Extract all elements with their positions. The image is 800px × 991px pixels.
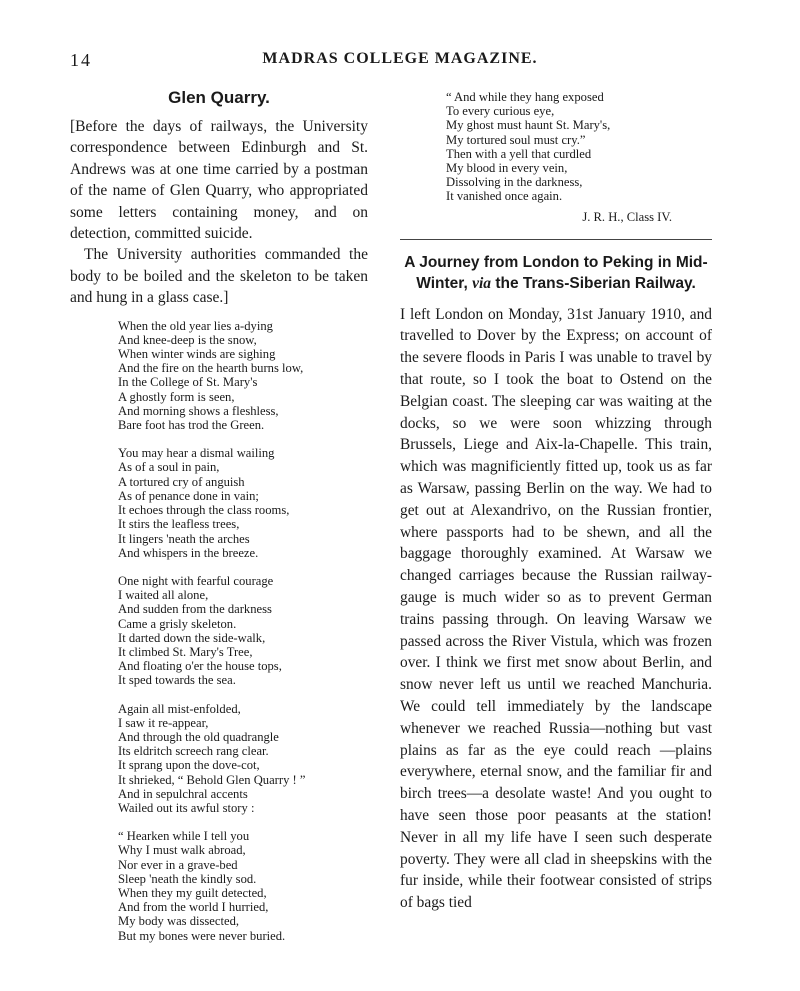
running-head: MADRAS COLLEGE MAGAZINE.	[262, 50, 538, 67]
poem-line: And from the world I hurried,	[118, 900, 269, 915]
poem-line: My ghost must haunt St. Mary's,	[446, 118, 611, 133]
poem-line: To every curious eye,	[446, 104, 555, 119]
poem-line: When the old year lies a-dying	[118, 318, 273, 333]
poem-line: But my bones were never buried.	[118, 928, 286, 943]
poem-line: Wailed out its awful story :	[118, 800, 255, 815]
poem-line: “ And while they hang exposed	[446, 90, 604, 104]
right-column	[400, 88, 712, 914]
poem-line: As of a soul in pain,	[118, 460, 220, 475]
section-divider	[400, 239, 712, 240]
article-title-journey	[400, 252, 712, 294]
poem-line: Sleep 'neath the kindly sod.	[118, 871, 257, 886]
poem-line: And morning shows a fleshless,	[118, 403, 279, 418]
poem-line: I waited all alone,	[118, 588, 209, 603]
poem-line: A ghostly form is seen,	[118, 389, 235, 404]
poem-line: And in sepulchral accents	[118, 786, 248, 801]
stanza-4	[118, 702, 368, 816]
poem	[118, 319, 368, 943]
article-title-journey-main: A Journey from London to Peking in Mid-Winter,	[404, 253, 708, 292]
stanza-3	[118, 574, 368, 688]
poem-line: Came a grisly skeleton.	[118, 616, 237, 631]
stanza-5	[118, 829, 368, 943]
journey-body: I left London on Monday, 31st January 1910, and travelled to Dover by the Express; on account of the severe floods in Paris I was unable to travel by that route, so I took the boat to Ostend on the Belgian coast. The sleeping car was waiting at the docks, so we were soon whizzing through Brussels, Liege and Aix-la-Chapelle. This train, which was magnificiently fitted up, took us as far as Warsaw, passing Berlin on the way. We had to get out at Alexandrivo, on the Russian frontier, where passports had to be shewn, and all the baggage thoroughly examined. At Warsaw we changed carriages because the Russian railway-gauge is much wider so as to prevent German trains passing through. On leaving Warsaw we passed across the River Vistula, which was frozen over. I think we first met snow about Berlin, and snow never left us until we reached Manchuria. We could tell immediately by the landscape whenever we reached Russia—nothing but vast plains as far as the eye could reach —plains everywhere, eternal snow, and the familiar fir and birch trees—a desolate waste! And you ought to have seen those poor peasants at the station! Never in all my life have I seen such desperate poverty. They were all clad in sheepskins with the fur inside, while their footwear consisted of strips of bags tied	[400, 305, 712, 912]
poem-line: It stirs the leafless trees,	[118, 517, 240, 532]
poem-line: A tortured cry of anguish	[118, 474, 245, 489]
stanza-6	[446, 90, 712, 204]
poem-line: Nor ever in a grave-bed	[118, 857, 238, 872]
page-number: 14	[70, 50, 92, 70]
poem-line: It sped towards the sea.	[118, 673, 236, 688]
poem-line: It shrieked, “ Behold Glen Quarry ! ”	[118, 772, 306, 787]
poem-line: My body was dissected,	[118, 914, 240, 929]
poem-line: When they my guilt detected,	[118, 885, 267, 900]
stanza-2	[118, 446, 368, 560]
poem-line: In the College of St. Mary's	[118, 375, 258, 390]
poem-line: As of penance done in vain;	[118, 488, 259, 503]
poem-line: Its eldritch screech rang clear.	[118, 744, 269, 759]
article-title-journey-end: the Trans-Siberian Railway.	[495, 274, 696, 292]
poem-line: It echoes through the class rooms,	[118, 503, 290, 518]
poem-line: Why I must walk abroad,	[118, 843, 246, 858]
poem-line: I saw it re-appear,	[118, 715, 209, 730]
poem-line: Again all mist-enfolded,	[118, 701, 241, 716]
poem-line: And floating o'er the house tops,	[118, 659, 282, 674]
poem-line: It sprang upon the dove-cot,	[118, 758, 260, 773]
article-title-glen-quarry: Glen Quarry.	[168, 88, 270, 107]
poem-line: And knee-deep is the snow,	[118, 332, 257, 347]
poem-line: Dissolving in the darkness,	[446, 175, 583, 190]
poem-line: It darted down the side-walk,	[118, 630, 266, 645]
intro-paragraph-2: The University authorities commanded the body to be boiled and the skeleton to be taken and hung in a glass case.]	[70, 246, 368, 307]
poem-line: And the fire on the hearth burns low,	[118, 361, 304, 376]
poem-line: One night with fearful courage	[118, 573, 274, 588]
poem-line: It vanished once again.	[446, 189, 563, 204]
poem-line: It climbed St. Mary's Tree,	[118, 644, 253, 659]
poem-line: It lingers 'neath the arches	[118, 531, 250, 546]
poem-line: Then with a yell that curdled	[446, 146, 592, 161]
poem-line: You may hear a dismal wailing	[118, 446, 275, 461]
poem-line: And sudden from the darkness	[118, 602, 272, 617]
article-title-journey-via: via	[472, 274, 492, 292]
poem-line: My blood in every vein,	[446, 161, 568, 176]
intro-paragraph: [Before the days of railways, the University correspondence between Edinburgh and St. Andrews was at one time carried by a postman of the name of Glen Quarry, who appropriated some letters containing money, and on detection, committed suicide.	[70, 118, 368, 243]
poem-line: “ Hearken while I tell you	[118, 829, 250, 844]
poem-signature: J. R. H., Class IV.	[582, 209, 672, 224]
poem-continuation	[446, 90, 712, 204]
poem-line: My tortured soul must cry.”	[446, 132, 586, 147]
poem-line: Bare foot has trod the Green.	[118, 418, 265, 433]
left-column	[70, 88, 368, 957]
stanza-1	[118, 319, 368, 433]
poem-line: And whispers in the breeze.	[118, 545, 259, 560]
poem-line: And through the old quadrangle	[118, 729, 279, 744]
poem-line: When winter winds are sighing	[118, 347, 276, 362]
